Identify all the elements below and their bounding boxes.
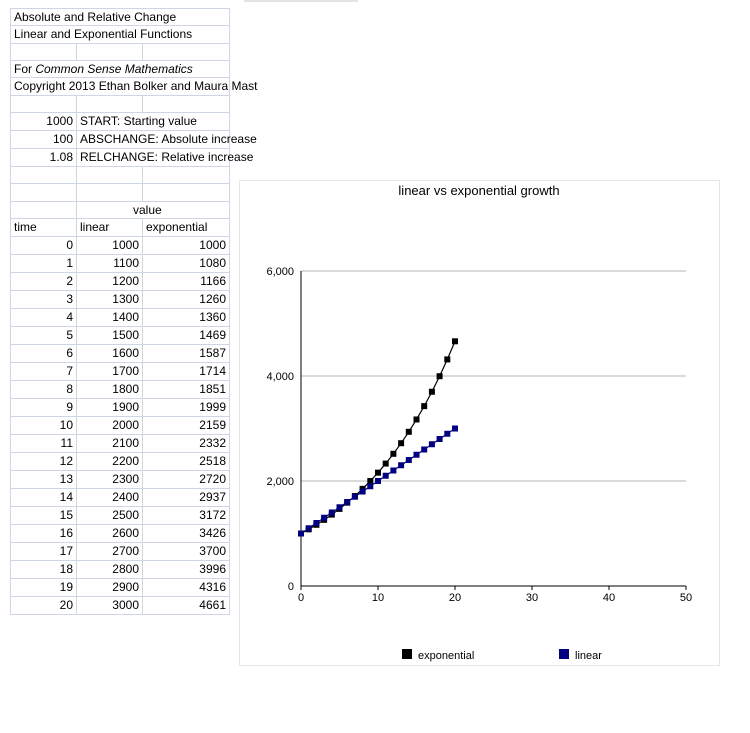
cell-subtitle[interactable] (11, 26, 193, 43)
x-tick-label: 40 (602, 592, 616, 604)
exponential-cell[interactable]: 1166 (143, 273, 230, 291)
cell[interactable] (143, 167, 230, 184)
table-row (11, 597, 230, 615)
linear-cell[interactable]: 1000 (77, 237, 143, 255)
time-cell[interactable]: 7 (11, 363, 77, 381)
column-header-time[interactable]: time (11, 219, 77, 237)
table-row (11, 381, 230, 399)
exponential-cell[interactable]: 3996 (143, 561, 230, 579)
data-point-exponential (444, 356, 450, 362)
data-point-linear (329, 510, 335, 516)
exponential-cell[interactable]: 2159 (143, 417, 230, 435)
data-point-exponential (367, 478, 373, 484)
linear-cell[interactable]: 2900 (77, 579, 143, 597)
exponential-cell[interactable]: 2937 (143, 489, 230, 507)
group-header-value: value (133, 202, 162, 217)
sheet-title: Absolute and Relative Change (14, 10, 177, 24)
series-group (298, 338, 458, 536)
time-cell[interactable]: 19 (11, 579, 77, 597)
data-point-linear (452, 426, 458, 432)
linear-cell[interactable]: 1900 (77, 399, 143, 417)
time-cell[interactable]: 13 (11, 471, 77, 489)
table-row (11, 273, 230, 291)
legend-label-linear: linear (575, 650, 602, 662)
cell-group-header[interactable] (133, 201, 230, 218)
data-point-exponential (414, 416, 420, 422)
y-tick-label: 4,000 (266, 371, 294, 383)
param-start-value[interactable]: 1000 (11, 113, 77, 131)
linear-cell[interactable]: 2800 (77, 561, 143, 579)
time-cell[interactable]: 12 (11, 453, 77, 471)
cell-param-relchange-label[interactable] (77, 149, 254, 167)
cell[interactable] (77, 167, 143, 184)
legend-swatch-linear (559, 649, 569, 659)
exponential-cell[interactable]: 1469 (143, 327, 230, 345)
data-point-linear (398, 462, 404, 468)
x-tick-label: 50 (679, 592, 693, 604)
spreadsheet-table (10, 8, 258, 615)
data-point-linear (360, 489, 366, 495)
axes (266, 266, 692, 604)
exponential-cell[interactable]: 1360 (143, 309, 230, 327)
linear-cell[interactable]: 1500 (77, 327, 143, 345)
y-tick-label: 0 (287, 581, 294, 593)
data-point-linear (437, 436, 443, 442)
param-abschange-label: ABSCHANGE: Absolute increase (80, 132, 257, 147)
exponential-cell[interactable]: 1000 (143, 237, 230, 255)
linear-cell[interactable]: 2500 (77, 507, 143, 525)
chart[interactable] (239, 180, 720, 666)
data-point-linear (352, 494, 358, 500)
table-row (11, 399, 230, 417)
cell-title[interactable] (11, 9, 177, 26)
table-row (11, 237, 230, 255)
data-point-linear (298, 531, 304, 537)
cell[interactable] (77, 43, 143, 60)
table-row (11, 363, 230, 381)
legend (402, 649, 602, 662)
time-cell[interactable]: 0 (11, 237, 77, 255)
table-row (11, 525, 230, 543)
linear-cell[interactable]: 1200 (77, 273, 143, 291)
time-cell[interactable]: 5 (11, 327, 77, 345)
linear-cell[interactable]: 1100 (77, 255, 143, 273)
x-tick-label: 0 (297, 592, 305, 604)
data-point-exponential (421, 403, 427, 409)
exponential-cell[interactable]: 1714 (143, 363, 230, 381)
time-cell[interactable]: 18 (11, 561, 77, 579)
for-italic-text: Common Sense Mathematics (35, 62, 193, 77)
linear-cell[interactable]: 2700 (77, 543, 143, 561)
cell[interactable] (11, 184, 77, 201)
data-point-linear (306, 525, 312, 531)
column-header-exponential[interactable]: exponential (143, 219, 230, 237)
linear-cell[interactable]: 2600 (77, 525, 143, 543)
param-abschange-value[interactable]: 100 (11, 131, 77, 149)
table-row (11, 453, 230, 471)
time-cell[interactable]: 4 (11, 309, 77, 327)
time-cell[interactable]: 15 (11, 507, 77, 525)
exponential-cell[interactable]: 1999 (143, 399, 230, 417)
time-cell[interactable]: 3 (11, 291, 77, 309)
table-row (11, 309, 230, 327)
linear-cell[interactable]: 2100 (77, 435, 143, 453)
table-row (11, 507, 230, 525)
exponential-cell[interactable]: 2720 (143, 471, 230, 489)
linear-cell[interactable]: 2000 (77, 417, 143, 435)
data-point-linear (383, 473, 389, 479)
y-tick-label: 6,000 (266, 266, 294, 278)
cell-for-text[interactable] (11, 61, 193, 78)
data-point-linear (321, 515, 327, 521)
exponential-cell[interactable]: 3700 (143, 543, 230, 561)
time-cell[interactable]: 2 (11, 273, 77, 291)
param-relchange-value[interactable]: 1.08 (11, 149, 77, 167)
linear-cell[interactable]: 2400 (77, 489, 143, 507)
exponential-cell[interactable]: 4661 (143, 597, 230, 615)
data-point-linear (406, 457, 412, 463)
table-row (11, 327, 230, 345)
param-relchange-label: RELCHANGE: Relative increase (80, 150, 254, 165)
cell[interactable] (77, 95, 143, 112)
series-line-exponential (301, 341, 455, 533)
x-tick-label: 30 (525, 592, 539, 604)
table-row (11, 417, 230, 435)
table-row (11, 489, 230, 507)
data-point-exponential (429, 389, 435, 395)
cell[interactable] (143, 95, 230, 112)
cell-param-abschange-label[interactable] (77, 131, 257, 149)
series-exponential (298, 338, 458, 536)
exponential-cell[interactable]: 2518 (143, 453, 230, 471)
time-cell[interactable]: 11 (11, 435, 77, 453)
exponential-cell[interactable]: 1587 (143, 345, 230, 363)
linear-cell[interactable]: 2300 (77, 471, 143, 489)
table-row (11, 345, 230, 363)
data-point-linear (337, 504, 343, 510)
exponential-cell[interactable]: 1080 (143, 255, 230, 273)
cell[interactable] (77, 184, 143, 201)
chart-title: linear vs exponential growth (398, 183, 560, 198)
table-row (11, 561, 230, 579)
cell[interactable] (143, 43, 230, 60)
table-row (11, 543, 230, 561)
time-cell[interactable]: 14 (11, 489, 77, 507)
data-point-linear (429, 441, 435, 447)
data-point-exponential (390, 451, 396, 457)
linear-cell[interactable]: 1300 (77, 291, 143, 309)
table-row (11, 291, 230, 309)
time-cell[interactable]: 9 (11, 399, 77, 417)
table-row (11, 579, 230, 597)
data-point-linear (375, 478, 381, 484)
legend-swatch-exponential (402, 649, 412, 659)
exponential-cell[interactable]: 3426 (143, 525, 230, 543)
data-point-exponential (452, 338, 458, 344)
exponential-cell[interactable]: 3172 (143, 507, 230, 525)
data-point-exponential (375, 470, 381, 476)
cell[interactable] (11, 43, 77, 60)
cell[interactable] (11, 167, 77, 184)
time-cell[interactable]: 17 (11, 543, 77, 561)
exponential-cell[interactable]: 4316 (143, 579, 230, 597)
column-header-linear[interactable]: linear (77, 219, 143, 237)
linear-cell[interactable]: 1600 (77, 345, 143, 363)
exponential-cell[interactable]: 1260 (143, 291, 230, 309)
exponential-cell[interactable]: 2332 (143, 435, 230, 453)
for-text: For Common Sense Mathematics (14, 62, 193, 77)
time-cell[interactable]: 16 (11, 525, 77, 543)
table-row (11, 255, 230, 273)
data-point-linear (414, 452, 420, 458)
grid (301, 271, 686, 481)
x-tick-label: 20 (448, 592, 462, 604)
cell[interactable] (143, 184, 230, 201)
data-rows (11, 237, 230, 615)
exponential-cell[interactable]: 1851 (143, 381, 230, 399)
time-cell[interactable]: 20 (11, 597, 77, 615)
data-point-linear (367, 483, 373, 489)
data-point-exponential (398, 440, 404, 446)
sheet-subtitle: Linear and Exponential Functions (14, 27, 193, 42)
cell-param-start-label[interactable] (77, 113, 197, 131)
linear-cell[interactable]: 2200 (77, 453, 143, 471)
copyright-text: Copyright 2013 Ethan Bolker and Maura Mast (14, 79, 258, 94)
cell[interactable] (11, 201, 77, 218)
data-point-linear (444, 431, 450, 437)
linear-cell[interactable]: 1700 (77, 363, 143, 381)
linear-cell[interactable]: 1400 (77, 309, 143, 327)
data-point-exponential (437, 373, 443, 379)
legend-label-exponential: exponential (418, 650, 475, 662)
table-row (11, 471, 230, 489)
chart-svg (240, 181, 719, 665)
linear-cell[interactable]: 1800 (77, 381, 143, 399)
data-point-linear (344, 499, 350, 505)
data-point-linear (313, 520, 319, 526)
time-cell[interactable]: 8 (11, 381, 77, 399)
cell-copyright[interactable] (11, 78, 258, 95)
param-start-label: START: Starting value (80, 114, 197, 129)
data-point-linear (421, 447, 427, 453)
y-tick-label: 2,000 (266, 476, 294, 488)
time-cell[interactable]: 1 (11, 255, 77, 273)
data-point-linear (390, 468, 396, 474)
cell[interactable] (11, 95, 77, 112)
data-point-exponential (406, 429, 412, 435)
table-row (11, 435, 230, 453)
time-cell[interactable]: 6 (11, 345, 77, 363)
x-tick-label: 10 (371, 592, 385, 604)
linear-cell[interactable]: 3000 (77, 597, 143, 615)
top-rule (244, 0, 358, 2)
data-point-exponential (383, 461, 389, 467)
time-cell[interactable]: 10 (11, 417, 77, 435)
